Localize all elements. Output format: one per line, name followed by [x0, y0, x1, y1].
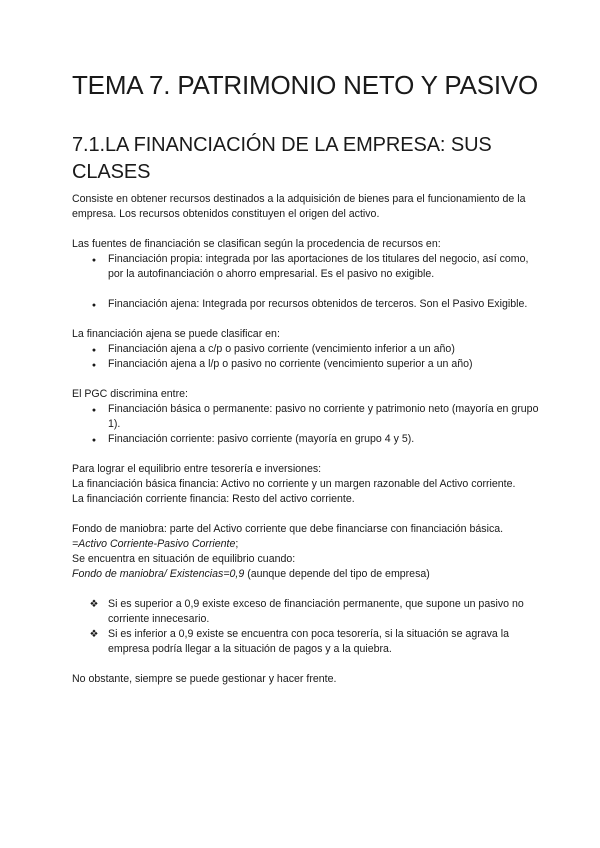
diamond-bullet-icon: ❖ — [89, 629, 99, 640]
ajena-list — [72, 342, 540, 372]
classification-lead: Las fuentes de financiación se clasifican según la procedencia de recursos en: — [72, 238, 441, 250]
bullet-dot-icon — [88, 342, 100, 358]
fondo-formula: =Activo Corriente-Pasivo Corriente — [72, 538, 236, 550]
list-item: ● Financiación propia: integrada por las aportaciones de los titulares del negocio, así como, por la autofinanciación o ahorro empresarial. Es el pasivo no exigible. — [72, 252, 540, 282]
section-title: 7.1.LA FINANCIACIÓN DE LA EMPRESA: SUS CLASES — [72, 134, 492, 183]
bullet-dot-icon — [88, 357, 100, 373]
list-item: ❖ Si es superior a 0,9 existe exceso de financiación permanente, que supone un pasivo no corriente innecesario. — [89, 598, 524, 625]
pgc-list — [72, 402, 540, 447]
fondo-list — [72, 597, 540, 657]
list-item: ❖ Si es inferior a 0,9 existe se encuentra con poca tesorería, si la situación se agrava la empresa podría llegar a la situación de pagos y a la quiebra. — [89, 628, 510, 655]
fondo-ratio-line: Fondo de maniobra/ Existencias=0,9 (aunque depende del tipo de empresa) — [72, 568, 430, 580]
pgc-lead: El PGC discrimina entre: — [72, 388, 188, 400]
closing-paragraph: No obstante, siempre se puede gestionar y hacer frente. — [72, 673, 337, 685]
bullet-dot-icon — [88, 432, 100, 448]
fondo-ratio: Fondo de maniobra/ Existencias=0,9 — [72, 568, 245, 580]
equilibrio-line-2: La financiación básica financia: Activo no corriente y un margen razonable del Activo corriente. — [72, 478, 516, 490]
intro-paragraph: Consiste en obtener recursos destinados a la adquisición de bienes para el funcionamiento de la empresa. Los recursos obtenidos constituyen el origen del activo. — [72, 193, 526, 220]
fondo-equilibrio-lead: Se encuentra en situación de equilibrio cuando: — [72, 553, 296, 565]
diamond-bullet-icon: ❖ — [89, 599, 99, 610]
bullet-dot-icon — [88, 252, 100, 268]
list-item: ● Financiación corriente: pasivo corriente (mayoría en grupo 4 y 5). — [72, 432, 540, 447]
list-item: ● Financiación ajena a c/p o pasivo corriente (vencimiento inferior a un año) — [72, 342, 540, 357]
equilibrio-line-3: La financiación corriente financia: Resto del activo corriente. — [72, 493, 355, 505]
classification-list — [72, 252, 540, 312]
fondo-definition: Fondo de maniobra: parte del Activo corriente que debe financiarse con financiación básica. — [72, 523, 504, 535]
bullet-dot-icon — [88, 402, 100, 418]
list-item: ● Financiación ajena: Integrada por recursos obtenidos de terceros. Son el Pasivo Exigible. — [72, 297, 540, 312]
list-item: ● Financiación básica o permanente: pasivo no corriente y patrimonio neto (mayoría en grupo 1). — [72, 402, 540, 432]
fondo-formula-line: =Activo Corriente-Pasivo Corriente; — [72, 538, 239, 550]
list-item: ● Financiación ajena a l/p o pasivo no corriente (vencimiento superior a un año) — [72, 357, 540, 372]
bullet-dot-icon — [88, 297, 100, 313]
equilibrio-line-1: Para lograr el equilibrio entre tesorería e inversiones: — [72, 463, 322, 475]
page-title: TEMA 7. PATRIMONIO NETO Y PASIVO — [72, 70, 539, 100]
ajena-lead: La financiación ajena se puede clasificar en: — [72, 328, 280, 340]
